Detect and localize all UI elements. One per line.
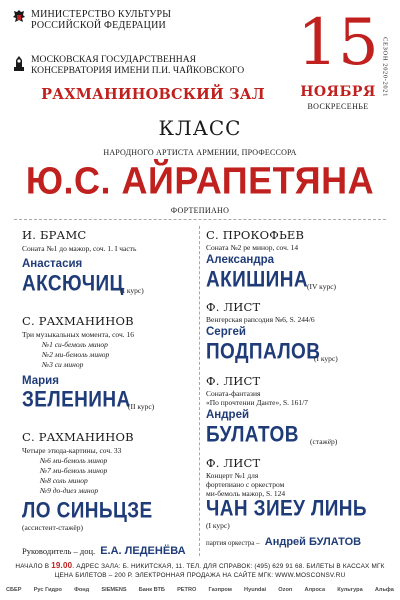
performer-last-name: ЗЕЛЕНИНА xyxy=(22,388,131,413)
head-of-class xyxy=(22,539,186,558)
work-part: №2 ми-бемоль минор xyxy=(42,350,110,359)
work-liszt-1: Венгерская рапсодия №6, S. 244/6 xyxy=(206,315,315,324)
event-title: КЛАСС xyxy=(158,116,242,140)
work-part: №9 до-диез минор xyxy=(40,486,99,495)
coat-of-arms-icon xyxy=(12,9,26,25)
footer-info-line-1 xyxy=(0,561,400,570)
season-label xyxy=(378,18,392,116)
work-part: №8 соль минор xyxy=(40,476,88,485)
date-day: 15 xyxy=(297,6,379,80)
orchestra-part xyxy=(206,530,361,549)
work-liszt-3-line-2: фортепиано с оркестром xyxy=(206,480,285,489)
sponsor-logos xyxy=(6,584,394,596)
work-part: №3 си минор xyxy=(42,360,84,369)
performer-first-name: Анастасия xyxy=(22,258,83,270)
work-liszt-3-line-1: Концерт №1 для xyxy=(206,471,259,480)
performer-last-name: АКСЮЧИЦ xyxy=(22,272,124,297)
sponsor-logo: PETRO xyxy=(177,587,197,593)
work-rachmaninov-1: Три музыкальных момента, соч. 16 xyxy=(22,330,134,339)
sponsor-logo: Ozon xyxy=(278,587,293,593)
work-part: №6 ми-бемоль минор xyxy=(40,456,108,465)
sponsor-logo: Рус Гидро xyxy=(33,587,62,593)
composer-rachmaninov-1: С. РАХМАНИНОВ xyxy=(22,314,134,328)
ministry-name xyxy=(31,9,171,31)
composer-liszt-2: Ф. ЛИСТ xyxy=(206,374,261,388)
performer-last-name: БУЛАТОВ xyxy=(206,423,299,448)
work-part: №7 ми-бемоль минор xyxy=(40,466,108,475)
performer-course: (I курс) xyxy=(314,354,338,363)
instrument: ФОРТЕПИАНО xyxy=(170,206,230,215)
sponsor-logo: Культура xyxy=(337,587,363,593)
sponsor-logo: Банк ВТБ xyxy=(138,587,165,593)
performer-first-name: Мария xyxy=(22,375,59,387)
work-rachmaninov-2: Четыре этюда-картины, соч. 33 xyxy=(22,446,122,455)
work-liszt-3-line-3: ми-бемоль мажор, S. 124 xyxy=(206,489,286,498)
ministry-line-2: РОССИЙСКОЙ ФЕДЕРАЦИИ xyxy=(31,20,166,31)
sponsor-logo: Альфа xyxy=(374,587,394,593)
sponsor-logo: SIEMENS xyxy=(101,587,127,593)
sponsor-logo: Фонд xyxy=(74,587,90,593)
performer-first-name: Сергей xyxy=(206,326,246,338)
address: . АДРЕС ЗАЛА: Б. НИКИТСКАЯ, 11. ТЕЛ. ДЛЯ СПРАВОК: (495) 629 91 68. БИЛЕТЫ В КАССАХ МГК xyxy=(72,563,385,570)
work-liszt-2-line-2: «По прочтении Данте», S. 161/7 xyxy=(206,398,308,407)
ministry-line-1: МИНИСТЕРСТВО КУЛЬТУРЫ xyxy=(31,9,172,20)
start-label: НАЧАЛО В xyxy=(15,563,50,570)
performer-course: (IV курс) xyxy=(307,282,337,291)
orchestra-name: Андрей БУЛАТОВ xyxy=(264,536,362,548)
performer-first-name: Андрей xyxy=(206,409,250,421)
performer-last-name: ПОДПАЛОВ xyxy=(206,340,321,365)
conservatory-logo-icon xyxy=(12,54,26,72)
performer-last-name: ЧАН ЗИЕУ ЛИНЬ xyxy=(206,497,367,522)
head-label: Руководитель – доц. xyxy=(22,546,96,556)
work-brahms: Соната №1 до мажор, соч. 1. I часть xyxy=(22,244,137,253)
date-month: НОЯБРЯ xyxy=(300,84,376,100)
performer-course: (II курс) xyxy=(128,402,155,411)
work-liszt-2-line-1: Соната-фантазия xyxy=(206,389,261,398)
event-subtitle: НАРОДНОГО АРТИСТА АРМЕНИИ, ПРОФЕССОРА xyxy=(103,148,297,157)
orchestra-label: партия оркестра – xyxy=(206,539,260,547)
sponsor-logo: Hyundai xyxy=(244,587,267,593)
performer-course: (I курс) xyxy=(206,521,230,530)
performer-last-name: АКИШИНА xyxy=(206,268,308,293)
divider-vertical xyxy=(199,226,200,556)
performer-course: (I курс) xyxy=(120,286,144,295)
date-weekday: ВОСКРЕСЕНЬЕ xyxy=(307,102,369,111)
sponsor-logo: Газпром xyxy=(208,587,232,593)
conservatory-line-2: КОНСЕРВАТОРИЯ ИМЕНИ П.И. ЧАЙКОВСКОГО xyxy=(31,65,245,76)
start-time: 19.00 xyxy=(51,561,73,570)
head-name: Е.А. ЛЕДЕНЁВА xyxy=(100,545,186,557)
hall-name: РАХМАНИНОВСКИЙ ЗАЛ xyxy=(41,86,265,103)
teacher-name: Ю.С. АЙРАПЕТЯНА xyxy=(25,158,375,202)
footer-info-line-2: ЦЕНА БИЛЕТОВ – 200 Р. ЭЛЕКТРОННАЯ ПРОДАЖА НА САЙТЕ МГК: WWW.MOSCONSV.RU xyxy=(54,572,346,579)
season-text: СЕЗОН 2020-2021 xyxy=(381,37,389,97)
work-prokofiev: Соната №2 ре минор, соч. 14 xyxy=(206,243,299,252)
performer-course: (стажёр) xyxy=(310,437,338,446)
work-part: №1 си-бемоль минор xyxy=(42,340,108,349)
sponsor-logo: Алроса xyxy=(304,587,326,593)
composer-rachmaninov-2: С. РАХМАНИНОВ xyxy=(22,430,134,444)
divider-horizontal xyxy=(14,219,386,220)
sponsor-logo: СБЕР xyxy=(6,587,22,593)
performer-note: (ассистент-стажёр) xyxy=(22,523,84,532)
composer-brahms: И. БРАМС xyxy=(22,228,87,242)
performer-last-name: ЛО СИНЬЦЗЕ xyxy=(22,499,153,524)
performer-first-name: Александра xyxy=(206,254,275,266)
conservatory-name xyxy=(31,54,244,76)
composer-liszt-1: Ф. ЛИСТ xyxy=(206,300,261,314)
composer-prokofiev: С. ПРОКОФЬЕВ xyxy=(206,228,305,242)
conservatory-line-1: МОСКОВСКАЯ ГОСУДАРСТВЕННАЯ xyxy=(31,54,197,65)
composer-liszt-3: Ф. ЛИСТ xyxy=(206,456,261,470)
